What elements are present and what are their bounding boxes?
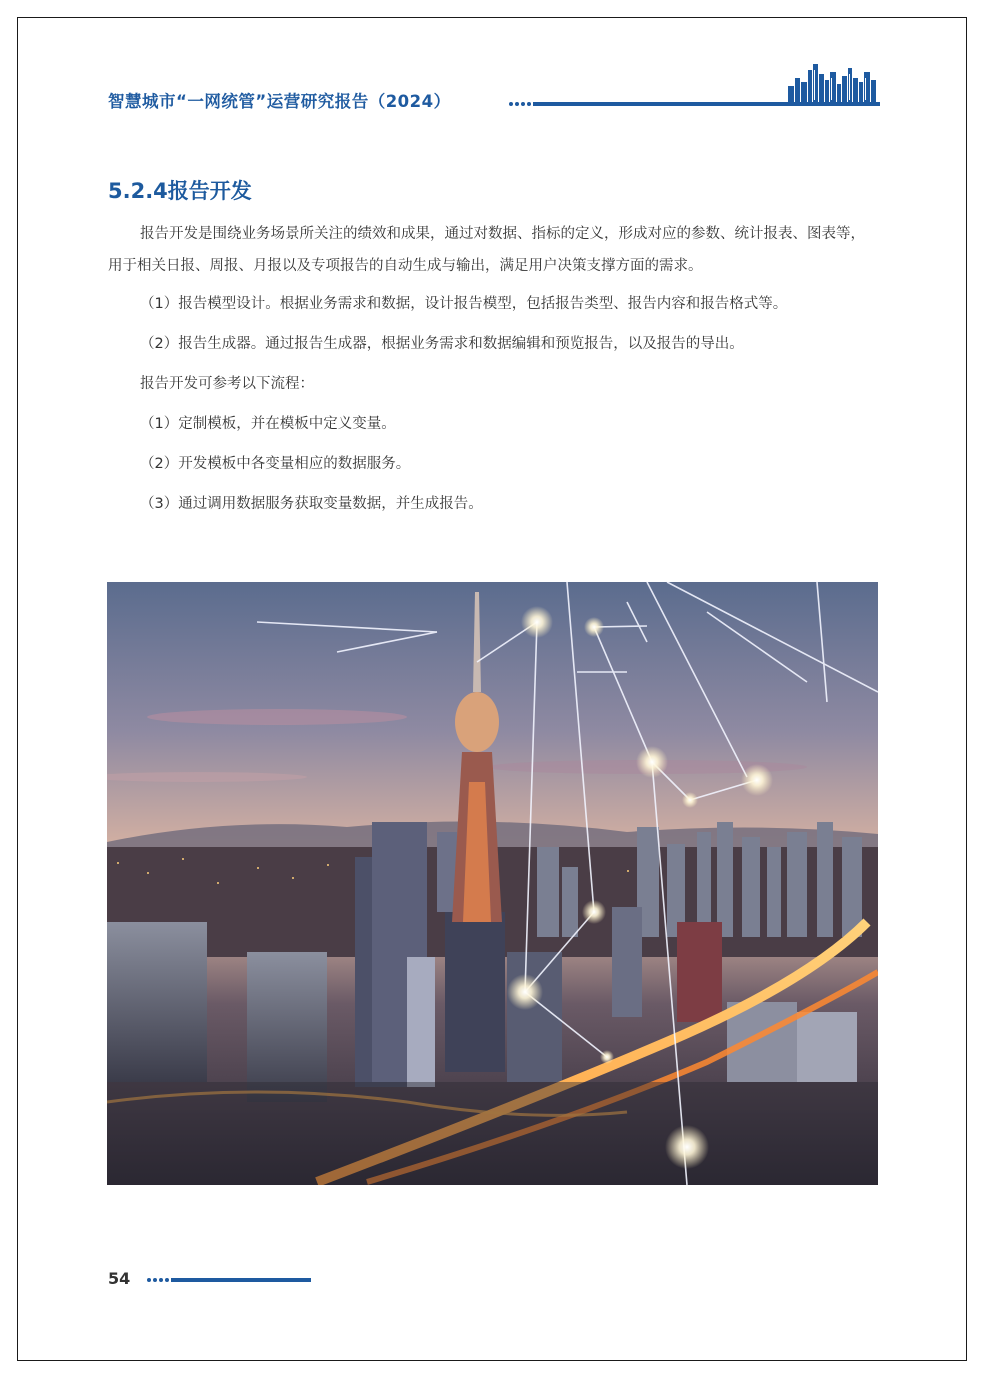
paragraph-step-2: （2）开发模板中各变量相应的数据服务。 xyxy=(140,456,411,472)
paragraph-step-1: （1）定制模板，并在模板中定义变量。 xyxy=(140,416,396,432)
report-header-title: 智慧城市“一网统管”运营研究报告（2024） xyxy=(108,92,451,111)
section-title: 5.2.4报告开发 xyxy=(108,179,252,203)
footer-rule xyxy=(146,1274,312,1286)
paragraph-process-intro: 报告开发可参考以下流程： xyxy=(140,376,314,392)
page-number: 54 xyxy=(108,1269,131,1288)
header-skyline-rule xyxy=(508,62,880,110)
paragraph-item-report-generator: （2）报告生成器。通过报告生成器，根据业务需求和数据编辑和预览报告，以及报告的导出。 xyxy=(140,336,744,352)
paragraph-intro: 报告开发是围绕业务场景所关注的绩效和成果，通过对数据、指标的定义，形成对应的参数、统计报表、图表等，用于相关日报、周报、月报以及专项报告的自动生成与输出，满足用户决策支撑方面的需求。 xyxy=(108,226,865,274)
paragraph-step-3: （3）通过调用数据服务获取变量数据，并生成报告。 xyxy=(140,496,483,512)
paragraph-item-report-model: （1）报告模型设计。根据业务需求和数据，设计报告模型，包括报告类型、报告内容和报告格式等。 xyxy=(140,296,788,312)
smart-city-photo xyxy=(107,582,878,1185)
